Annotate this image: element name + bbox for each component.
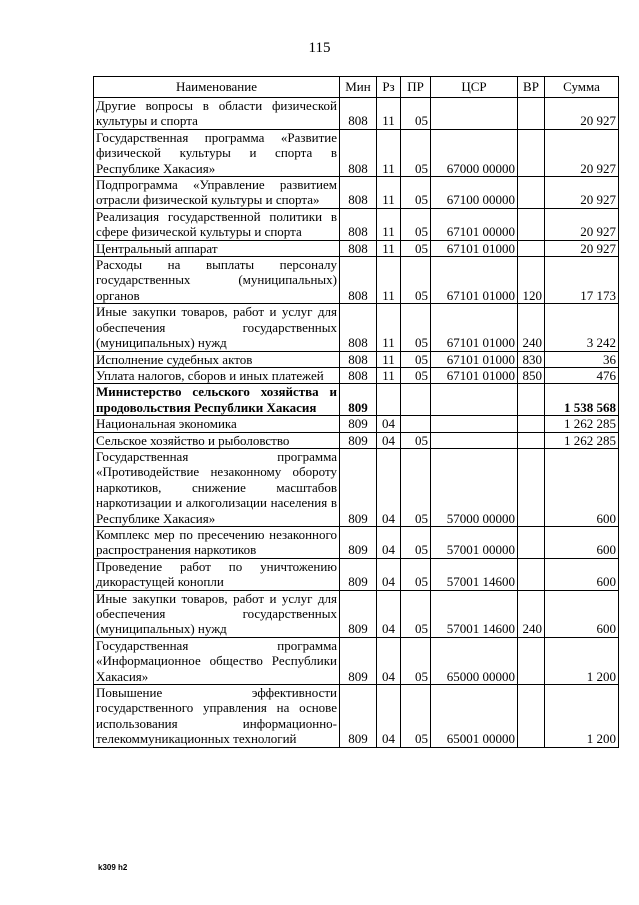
row-min: 809 (340, 432, 377, 448)
row-rz: 04 (377, 432, 401, 448)
table-row (94, 257, 619, 304)
row-csr (431, 98, 518, 130)
row-name: Проведение работ по уничтожению дикорастущей конопли (94, 558, 340, 590)
row-csr: 67101 00000 (431, 208, 518, 240)
row-pr: 05 (401, 98, 431, 130)
row-sum: 20 927 (545, 208, 619, 240)
row-min: 809 (340, 590, 377, 637)
row-sum: 600 (545, 448, 619, 526)
row-name: Подпрограмма «Управление развитием отрасли физической культуры и спорта» (94, 177, 340, 209)
row-min: 809 (340, 448, 377, 526)
row-min: 809 (340, 637, 377, 684)
row-name: Государственная программа «Развитие физической культуры и спорта в Республике Хакасия» (94, 129, 340, 176)
row-csr: 67100 00000 (431, 177, 518, 209)
row-vr (518, 129, 545, 176)
row-pr: 05 (401, 590, 431, 637)
row-rz: 04 (377, 685, 401, 748)
row-sum: 20 927 (545, 98, 619, 130)
row-rz: 11 (377, 98, 401, 130)
row-min: 808 (340, 129, 377, 176)
row-vr (518, 98, 545, 130)
row-name: Другие вопросы в области физической культуры и спорта (94, 98, 340, 130)
row-csr: 67101 01000 (431, 257, 518, 304)
row-name: Центральный аппарат (94, 240, 340, 256)
row-rz: 11 (377, 208, 401, 240)
row-pr: 05 (401, 558, 431, 590)
row-rz (377, 384, 401, 416)
row-sum: 600 (545, 526, 619, 558)
row-name: Повышение эффективности государственного управления на основе использования информационно-телекоммуникационных технологий (94, 685, 340, 748)
row-sum: 20 927 (545, 240, 619, 256)
row-name: Комплекс мер по пресечению незаконного распространения наркотиков (94, 526, 340, 558)
row-vr: 120 (518, 257, 545, 304)
row-name: Национальная экономика (94, 416, 340, 432)
table-row (94, 558, 619, 590)
row-rz: 11 (377, 129, 401, 176)
row-rz: 04 (377, 558, 401, 590)
footer-code: k309 h2 (98, 863, 128, 872)
row-rz: 11 (377, 257, 401, 304)
row-rz: 04 (377, 448, 401, 526)
row-rz: 11 (377, 240, 401, 256)
row-csr: 57001 14600 (431, 590, 518, 637)
row-sum: 1 200 (545, 685, 619, 748)
table-row (94, 177, 619, 209)
row-csr: 65001 00000 (431, 685, 518, 748)
table-row (94, 129, 619, 176)
table-row (94, 526, 619, 558)
row-vr (518, 416, 545, 432)
row-vr: 240 (518, 304, 545, 351)
row-sum: 1 262 285 (545, 432, 619, 448)
table-row (94, 685, 619, 748)
row-sum: 1 538 568 (545, 384, 619, 416)
row-rz: 11 (377, 177, 401, 209)
row-pr: 05 (401, 257, 431, 304)
row-min: 808 (340, 351, 377, 367)
row-name: Расходы на выплаты персоналу государственных (муниципальных) органов (94, 257, 340, 304)
table-row (94, 208, 619, 240)
row-min: 808 (340, 367, 377, 383)
table-row (94, 416, 619, 432)
row-min: 809 (340, 558, 377, 590)
row-pr: 05 (401, 637, 431, 684)
row-vr (518, 685, 545, 748)
table-row (94, 304, 619, 351)
row-pr: 05 (401, 177, 431, 209)
row-csr (431, 384, 518, 416)
row-csr: 65000 00000 (431, 637, 518, 684)
row-csr: 67000 00000 (431, 129, 518, 176)
row-csr: 57001 14600 (431, 558, 518, 590)
row-pr: 05 (401, 304, 431, 351)
row-pr: 05 (401, 351, 431, 367)
row-sum: 20 927 (545, 129, 619, 176)
row-pr (401, 384, 431, 416)
row-pr: 05 (401, 685, 431, 748)
row-rz: 04 (377, 590, 401, 637)
row-pr: 05 (401, 129, 431, 176)
row-pr: 05 (401, 448, 431, 526)
row-pr: 05 (401, 432, 431, 448)
row-vr: 830 (518, 351, 545, 367)
header-rz: Рз (377, 77, 401, 98)
row-csr: 67101 01000 (431, 240, 518, 256)
row-csr: 67101 01000 (431, 304, 518, 351)
row-vr (518, 177, 545, 209)
row-rz: 04 (377, 416, 401, 432)
row-sum: 1 262 285 (545, 416, 619, 432)
row-pr: 05 (401, 208, 431, 240)
header-pr: ПР (401, 77, 431, 98)
row-rz: 11 (377, 351, 401, 367)
row-name: Уплата налогов, сборов и иных платежей (94, 367, 340, 383)
row-sum: 36 (545, 351, 619, 367)
row-name: Государственная программа «Противодействие незаконному обороту наркотиков, снижение масштабов наркотизации и алкоголизации населения в Республике Хакасия» (94, 448, 340, 526)
row-vr (518, 432, 545, 448)
row-sum: 20 927 (545, 177, 619, 209)
row-min: 808 (340, 304, 377, 351)
row-min: 808 (340, 257, 377, 304)
row-vr: 240 (518, 590, 545, 637)
row-rz: 11 (377, 367, 401, 383)
row-csr: 67101 01000 (431, 367, 518, 383)
row-vr (518, 208, 545, 240)
row-sum: 600 (545, 590, 619, 637)
row-pr (401, 416, 431, 432)
row-csr: 57000 00000 (431, 448, 518, 526)
row-vr: 850 (518, 367, 545, 383)
row-vr (518, 637, 545, 684)
table-row (94, 351, 619, 367)
row-name: Иные закупки товаров, работ и услуг для обеспечения государственных (муниципальных) нужд (94, 590, 340, 637)
row-rz: 04 (377, 637, 401, 684)
table-row (94, 98, 619, 130)
row-min: 808 (340, 240, 377, 256)
row-min: 808 (340, 177, 377, 209)
budget-table (93, 76, 619, 748)
row-sum: 1 200 (545, 637, 619, 684)
table-row (94, 590, 619, 637)
row-name: Министерство сельского хозяйства и продовольствия Республики Хакасия (94, 384, 340, 416)
row-name: Государственная программа «Информационное общество Республики Хакасия» (94, 637, 340, 684)
table-row (94, 432, 619, 448)
row-pr: 05 (401, 367, 431, 383)
table-row (94, 448, 619, 526)
header-name: Наименование (94, 77, 340, 98)
header-min: Мин (340, 77, 377, 98)
row-sum: 17 173 (545, 257, 619, 304)
header-csr: ЦСР (431, 77, 518, 98)
table-row (94, 637, 619, 684)
row-csr: 57001 00000 (431, 526, 518, 558)
row-min: 808 (340, 98, 377, 130)
row-rz: 11 (377, 304, 401, 351)
row-sum: 476 (545, 367, 619, 383)
row-sum: 3 242 (545, 304, 619, 351)
row-min: 809 (340, 384, 377, 416)
row-pr: 05 (401, 526, 431, 558)
header-vr: ВР (518, 77, 545, 98)
row-vr (518, 384, 545, 416)
row-min: 808 (340, 208, 377, 240)
row-min: 809 (340, 416, 377, 432)
row-vr (518, 240, 545, 256)
row-sum: 600 (545, 558, 619, 590)
row-csr: 67101 01000 (431, 351, 518, 367)
page-number: 115 (308, 40, 331, 56)
table-row (94, 240, 619, 256)
row-vr (518, 448, 545, 526)
row-pr: 05 (401, 240, 431, 256)
row-csr (431, 432, 518, 448)
row-vr (518, 558, 545, 590)
row-rz: 04 (377, 526, 401, 558)
row-min: 809 (340, 526, 377, 558)
header-sum: Сумма (545, 77, 619, 98)
row-name: Иные закупки товаров, работ и услуг для обеспечения государственных (муниципальных) нужд (94, 304, 340, 351)
row-name: Сельское хозяйство и рыболовство (94, 432, 340, 448)
table-row (94, 367, 619, 383)
row-csr (431, 416, 518, 432)
table-header-row (94, 77, 619, 98)
row-name: Реализация государственной политики в сфере физической культуры и спорта (94, 208, 340, 240)
row-vr (518, 526, 545, 558)
row-name: Исполнение судебных актов (94, 351, 340, 367)
row-min: 809 (340, 685, 377, 748)
table-row (94, 384, 619, 416)
